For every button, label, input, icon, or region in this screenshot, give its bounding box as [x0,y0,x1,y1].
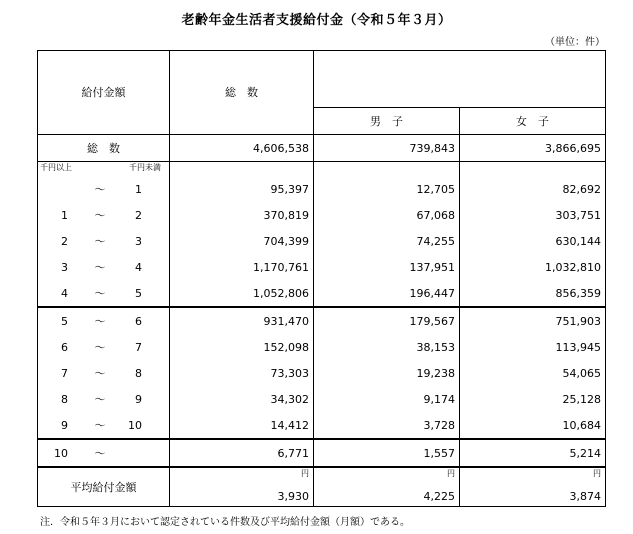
table-row [38,439,606,467]
table-row [38,176,606,202]
range-tilde: ～ [94,182,106,196]
range-tilde: ～ [94,418,106,432]
row-female: 54,065 [460,360,606,386]
avg-yen-total: 円 [301,469,309,478]
range-cell [38,254,170,280]
row-male: 137,951 [314,254,460,280]
table-row [38,386,606,412]
range-cell [38,334,170,360]
range-tilde: ～ [94,340,106,354]
range-upper: 8 [135,366,142,380]
table-row [38,228,606,254]
row-total: 95,397 [170,176,314,202]
row-total: 73,303 [170,360,314,386]
row-male: 1,557 [314,439,460,467]
unit-label: （単位：件） [545,37,605,48]
range-cell [38,307,170,334]
range-lower: 10 [54,446,68,460]
table-row [38,202,606,228]
row-male: 67,068 [314,202,460,228]
range-lower: 9 [61,418,68,432]
table-row [38,280,606,307]
range-cell [38,228,170,254]
header-male: 男 子 [314,108,460,135]
table-row [38,360,606,386]
range-upper: 9 [135,392,142,406]
footnote: 注．令和５年３月において認定されている件数及び平均給付金額（月額）である。 [40,517,410,528]
avg-label: 平均給付金額 [70,480,137,494]
table-row [38,412,606,439]
sub-label-upper: 千円未満 [129,163,161,172]
range-lower: 5 [61,314,68,328]
row-female: 25,128 [460,386,606,412]
sub-label-lower: 千円以上 [40,163,72,172]
header-amount: 給付金額 [38,51,170,135]
page-title: 老齢年金生活者支援給付金（令和５年３月） [181,13,452,28]
row-male: 19,238 [314,360,460,386]
range-tilde: ～ [94,234,106,248]
row-female: 1,032,810 [460,254,606,280]
row-female: 10,684 [460,412,606,439]
row-female: 82,692 [460,176,606,202]
table-row [38,334,606,360]
range-upper: 2 [135,208,142,222]
range-lower: 3 [61,260,68,274]
sub-labels-cell [38,162,170,177]
row-total: 1,052,806 [170,280,314,307]
header-gender-spacer [314,51,606,108]
row-total: 14,412 [170,412,314,439]
range-tilde: ～ [94,314,106,328]
range-tilde: ～ [94,286,106,300]
row-male: 179,567 [314,307,460,334]
range-lower: 4 [61,286,68,300]
range-lower: 6 [61,340,68,354]
row-total: 931,470 [170,307,314,334]
row-male: 74,255 [314,228,460,254]
range-lower: 7 [61,366,68,380]
range-cell [38,412,170,439]
avg-yen-female: 円 [593,469,601,478]
row-total: 6,771 [170,439,314,467]
total-row-label: 総 数 [38,135,170,162]
range-tilde: ～ [94,446,106,460]
row-female: 751,903 [460,307,606,334]
avg-yen-male: 円 [447,469,455,478]
range-lower: 2 [61,234,68,248]
row-total: 34,302 [170,386,314,412]
range-cell [38,386,170,412]
range-tilde: ～ [94,260,106,274]
row-male: 3,728 [314,412,460,439]
range-tilde: ～ [94,366,106,380]
row-total: 370,819 [170,202,314,228]
range-upper: 6 [135,314,142,328]
avg-total: 3,930 [277,490,309,503]
range-cell [38,439,170,467]
avg-male: 4,225 [423,490,455,503]
row-male: 12,705 [314,176,460,202]
range-upper: 4 [135,260,142,274]
range-cell [38,176,170,202]
range-upper: 1 [135,182,142,196]
total-row-female: 3,866,695 [460,135,606,162]
header-female: 女 子 [460,108,606,135]
table-row [38,307,606,334]
row-female: 630,144 [460,228,606,254]
range-tilde: ～ [94,392,106,406]
row-male: 9,174 [314,386,460,412]
row-male: 196,447 [314,280,460,307]
range-cell [38,280,170,307]
total-row-male: 739,843 [314,135,460,162]
header-total: 総 数 [170,51,314,135]
range-upper: 10 [128,418,142,432]
row-total: 1,170,761 [170,254,314,280]
range-cell [38,202,170,228]
row-male: 38,153 [314,334,460,360]
row-total: 704,399 [170,228,314,254]
avg-female: 3,874 [569,490,601,503]
total-row-total: 4,606,538 [170,135,314,162]
avg-label-cell [38,467,170,507]
row-female: 113,945 [460,334,606,360]
row-total: 152,098 [170,334,314,360]
row-female: 856,359 [460,280,606,307]
range-upper: 3 [135,234,142,248]
range-lower: 8 [61,392,68,406]
benefit-table [37,50,606,507]
range-cell [38,360,170,386]
table-row [38,254,606,280]
row-female: 5,214 [460,439,606,467]
range-lower: 1 [61,208,68,222]
range-upper: 5 [135,286,142,300]
range-upper: 7 [135,340,142,354]
range-tilde: ～ [94,208,106,222]
row-female: 303,751 [460,202,606,228]
